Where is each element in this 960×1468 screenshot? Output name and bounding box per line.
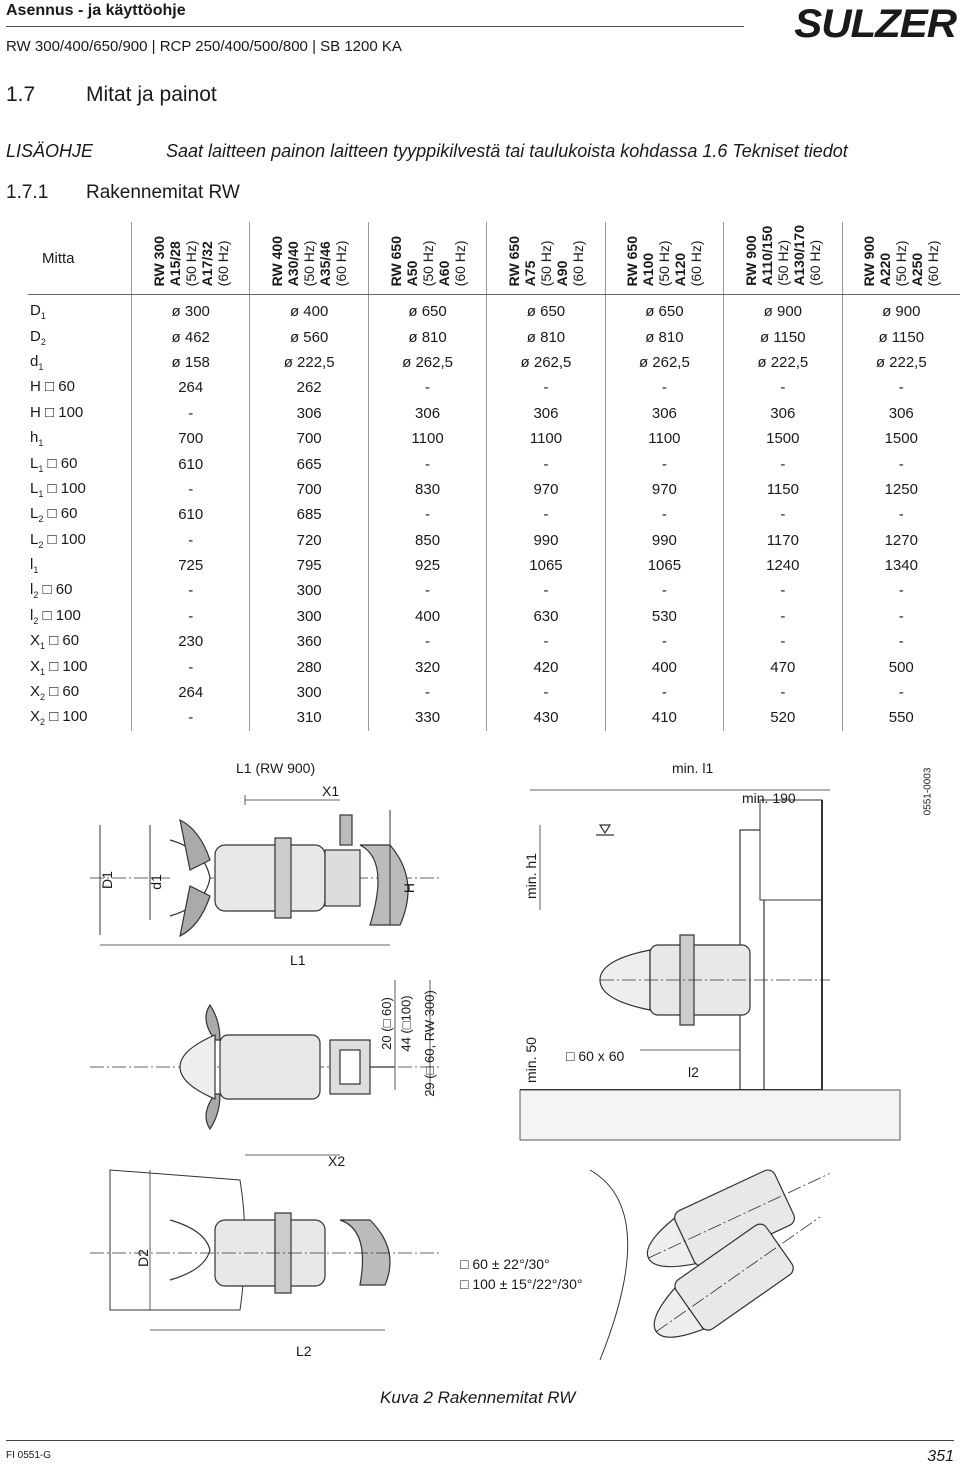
table-cell: - xyxy=(842,604,960,629)
table-cell: - xyxy=(487,375,605,400)
label-l2: l2 xyxy=(688,1064,699,1080)
table-cell: - xyxy=(132,401,250,426)
column-header-line: A100 xyxy=(640,252,657,286)
table-cell: 520 xyxy=(724,705,842,730)
label-min-50: min. 50 xyxy=(522,1037,539,1083)
table-row xyxy=(28,553,960,578)
column-header-line: (60 Hz) xyxy=(806,240,823,286)
label-min-l1: min. l1 xyxy=(672,760,714,776)
column-header-line: A110/150 xyxy=(758,226,775,286)
table-cell: - xyxy=(368,680,486,705)
table-cell: 550 xyxy=(842,705,960,730)
pump-side-view xyxy=(90,795,440,945)
table-row xyxy=(28,705,960,730)
dimension-label xyxy=(28,401,132,426)
label-x1: X1 xyxy=(322,783,340,799)
dimension-suffix: □ 100 xyxy=(45,657,88,675)
dimension-label xyxy=(28,553,132,578)
dimension-suffix: □ 60 xyxy=(45,632,80,650)
table-cell: 720 xyxy=(250,528,368,553)
table-row xyxy=(28,680,960,705)
dimension-symbol: X xyxy=(30,657,41,675)
table-cell: 1340 xyxy=(842,553,960,578)
table-cell: - xyxy=(368,629,486,654)
table-cell: - xyxy=(368,578,486,603)
dimension-subscript: 1 xyxy=(40,641,46,652)
dimension-symbol: l xyxy=(30,606,34,624)
table-cell: ø 400 xyxy=(250,295,368,325)
column-header-label xyxy=(388,236,468,286)
table-cell: - xyxy=(605,680,723,705)
table-cell: ø 222,5 xyxy=(724,350,842,375)
document-title: Asennus - ja käyttöohje xyxy=(6,2,186,19)
table-cell: ø 1150 xyxy=(724,324,842,349)
label-dim-29: 29 (□ 60, RW 300) xyxy=(421,990,437,1097)
dimension-label xyxy=(28,451,132,476)
table-cell: ø 900 xyxy=(724,295,842,325)
section-number: 1.7 xyxy=(6,83,36,106)
table-cell: 264 xyxy=(132,375,250,400)
table-cell: ø 1150 xyxy=(842,324,960,349)
dimension-suffix: □ 100 xyxy=(40,403,84,421)
column-header-line: (60 Hz) xyxy=(925,240,942,286)
table-cell: - xyxy=(487,451,605,476)
dimension-subscript: 2 xyxy=(33,615,39,626)
table-cell: 700 xyxy=(132,426,250,451)
table-cell: 685 xyxy=(250,502,368,527)
dimension-label xyxy=(28,528,132,553)
table-cell: ø 560 xyxy=(250,324,368,349)
table-cell: 1240 xyxy=(724,553,842,578)
table-header-row xyxy=(28,222,960,295)
column-header xyxy=(487,222,605,295)
dimension-suffix: □ 60 xyxy=(45,683,80,701)
label-d2: D2 xyxy=(134,1249,151,1267)
column-header-line: (60 Hz) xyxy=(214,240,231,286)
table-cell: 264 xyxy=(132,680,250,705)
dimension-symbol: D xyxy=(30,302,41,320)
dimension-symbol: h xyxy=(30,429,39,447)
table-cell: 990 xyxy=(487,528,605,553)
table-cell: 360 xyxy=(250,629,368,654)
dimension-subscript: 2 xyxy=(33,590,39,601)
table-cell: - xyxy=(368,502,486,527)
label-angle-100: □ 100 ± 15°/22°/30° xyxy=(460,1276,583,1292)
table-cell: - xyxy=(132,578,250,603)
table-cell: - xyxy=(724,375,842,400)
table-cell: 330 xyxy=(368,705,486,730)
dimension-symbol: d xyxy=(30,352,39,370)
table-cell: - xyxy=(605,629,723,654)
dimension-symbol: l xyxy=(30,556,34,574)
figure-caption: Kuva 2 Rakennemitat RW xyxy=(380,1388,576,1407)
column-header-line: A30/40 xyxy=(285,240,302,286)
table-row xyxy=(28,604,960,629)
label-min-190: min. 190 xyxy=(742,790,796,806)
column-header-line: A120 xyxy=(672,252,689,286)
table-cell: 430 xyxy=(487,705,605,730)
table-cell: ø 810 xyxy=(487,324,605,349)
footer-code: FI 0551-G xyxy=(6,1450,52,1461)
label-square-60x60: □ 60 x 60 xyxy=(566,1048,625,1064)
table-cell: - xyxy=(724,604,842,629)
dimension-label xyxy=(28,350,132,375)
table-row xyxy=(28,426,960,451)
label-min-h1: min. h1 xyxy=(522,853,539,899)
table-cell: 310 xyxy=(250,705,368,730)
column-header-line: A15/28 xyxy=(166,240,183,286)
dimension-suffix: □ 100 xyxy=(43,530,86,548)
table-cell: 300 xyxy=(250,680,368,705)
label-d1-upper: D1 xyxy=(98,871,115,889)
dimension-subscript: 2 xyxy=(40,692,46,703)
dimension-subscript: 1 xyxy=(40,311,46,322)
dimension-label xyxy=(28,604,132,629)
column-header-line: (60 Hz) xyxy=(569,240,586,286)
table-cell: 610 xyxy=(132,451,250,476)
table-cell: 306 xyxy=(368,401,486,426)
column-header-line: (50 Hz) xyxy=(182,240,199,286)
dimension-subscript: 1 xyxy=(38,463,44,474)
column-header xyxy=(842,222,960,295)
table-cell: ø 300 xyxy=(132,295,250,325)
sulzer-logo: SULZER xyxy=(794,2,956,46)
column-header xyxy=(724,222,842,295)
table-cell: - xyxy=(487,680,605,705)
table-cell: 990 xyxy=(605,528,723,553)
table-cell: 970 xyxy=(487,477,605,502)
label-dim-20: 20 (□ 60) xyxy=(378,997,394,1050)
dimension-symbol: L xyxy=(30,454,39,472)
dimension-subscript: 1 xyxy=(38,488,44,499)
column-header-line: (50 Hz) xyxy=(419,240,436,286)
table-cell: 410 xyxy=(605,705,723,730)
column-header-line: A220 xyxy=(877,252,894,286)
note-text: Saat laitteen painon laitteen tyyppikilvestä tai taulukoista kohdassa 1.6 Tekniset tiedot xyxy=(166,141,848,161)
table-cell: 280 xyxy=(250,654,368,679)
table-cell: 1270 xyxy=(842,528,960,553)
table-row xyxy=(28,401,960,426)
column-header-line: (50 Hz) xyxy=(893,240,910,286)
table-cell: 850 xyxy=(368,528,486,553)
table-cell: - xyxy=(132,654,250,679)
pump-side-view-2 xyxy=(90,1155,440,1330)
dimension-subscript: 1 xyxy=(33,565,39,576)
column-header-line: (60 Hz) xyxy=(333,240,350,286)
dimension-symbol: L xyxy=(30,479,39,497)
table-cell: ø 222,5 xyxy=(842,350,960,375)
dimension-label xyxy=(28,654,132,679)
table-cell: ø 262,5 xyxy=(368,350,486,375)
table-cell: ø 650 xyxy=(605,295,723,325)
dimension-label xyxy=(28,324,132,349)
table-cell: - xyxy=(605,502,723,527)
table-cell: 970 xyxy=(605,477,723,502)
table-cell: 400 xyxy=(368,604,486,629)
table-cell: - xyxy=(842,629,960,654)
mitta-header: Mitta xyxy=(28,222,132,295)
dimension-label xyxy=(28,578,132,603)
label-d1-lower: d1 xyxy=(147,874,164,890)
column-header-line: RW 650 xyxy=(505,235,522,286)
table-cell: - xyxy=(724,680,842,705)
table-cell: - xyxy=(132,528,250,553)
column-header-label xyxy=(269,236,349,286)
document-subtitle: RW 300/400/650/900 | RCP 250/400/500/800 | SB 1200 KA xyxy=(6,38,402,55)
dimension-label xyxy=(28,295,132,325)
table-cell: 795 xyxy=(250,553,368,578)
column-header xyxy=(132,222,250,295)
table-cell: 500 xyxy=(842,654,960,679)
column-header-line: A130/170 xyxy=(790,225,807,286)
column-header xyxy=(368,222,486,295)
table-cell: 830 xyxy=(368,477,486,502)
table-cell: - xyxy=(724,629,842,654)
table-cell: ø 262,5 xyxy=(605,350,723,375)
table-cell: 1500 xyxy=(724,426,842,451)
header-divider xyxy=(6,26,744,27)
table-cell: 306 xyxy=(842,401,960,426)
table-cell: ø 650 xyxy=(487,295,605,325)
table-cell: - xyxy=(605,578,723,603)
table-cell: ø 222,5 xyxy=(250,350,368,375)
column-header-line: (60 Hz) xyxy=(451,240,468,286)
table-cell: 420 xyxy=(487,654,605,679)
table-cell: 306 xyxy=(487,401,605,426)
angled-pumps xyxy=(590,1146,842,1360)
table-cell: 300 xyxy=(250,604,368,629)
dimension-suffix: □ 60 xyxy=(43,505,78,523)
column-header-line: (50 Hz) xyxy=(537,240,554,286)
table-cell: - xyxy=(487,578,605,603)
dimension-suffix: □ 60 xyxy=(43,454,78,472)
column-header-line: RW 650 xyxy=(624,235,641,286)
dimension-subscript: 2 xyxy=(40,336,46,347)
label-h: H xyxy=(401,882,418,894)
table-cell: - xyxy=(487,502,605,527)
table-cell: ø 650 xyxy=(368,295,486,325)
label-angle-60: □ 60 ± 22°/30° xyxy=(460,1256,550,1272)
dimension-subscript: 2 xyxy=(38,514,44,525)
column-header-line: RW 900 xyxy=(742,235,759,286)
table-cell: 1150 xyxy=(724,477,842,502)
dimension-subscript: 1 xyxy=(38,361,44,372)
table-cell: 925 xyxy=(368,553,486,578)
dimension-subscript: 2 xyxy=(40,717,46,728)
table-cell: ø 158 xyxy=(132,350,250,375)
dimension-subscript: 1 xyxy=(38,438,44,449)
dimension-label xyxy=(28,375,132,400)
table-cell: 1250 xyxy=(842,477,960,502)
dimension-label xyxy=(28,680,132,705)
table-cell: ø 810 xyxy=(605,324,723,349)
table-cell: ø 810 xyxy=(368,324,486,349)
table-cell: 1100 xyxy=(368,426,486,451)
column-header-line: A17/32 xyxy=(198,240,215,286)
footer-divider xyxy=(6,1440,954,1441)
table-cell: 700 xyxy=(250,477,368,502)
table-cell: 1100 xyxy=(605,426,723,451)
column-header-line: (60 Hz) xyxy=(688,240,705,286)
table-row xyxy=(28,654,960,679)
table-cell: - xyxy=(842,578,960,603)
dimension-suffix: □ 60 xyxy=(40,378,75,396)
table-cell: ø 462 xyxy=(132,324,250,349)
column-header xyxy=(605,222,723,295)
dimension-symbol: l xyxy=(30,581,34,599)
table-cell: ø 900 xyxy=(842,295,960,325)
label-l1-rw900: L1 (RW 900) xyxy=(236,760,316,776)
dimension-suffix: □ 100 xyxy=(38,606,81,624)
dimension-symbol: X xyxy=(30,708,41,726)
table-cell: 530 xyxy=(605,604,723,629)
table-cell: - xyxy=(605,451,723,476)
subsection-title: Rakennemitat RW xyxy=(86,182,240,203)
table-cell: 470 xyxy=(724,654,842,679)
figure-code: 0551-0003 xyxy=(922,767,934,816)
table-cell: 400 xyxy=(605,654,723,679)
table-cell: 300 xyxy=(250,578,368,603)
dimension-symbol: H xyxy=(30,403,41,421)
page-number: 351 xyxy=(927,1448,954,1465)
column-header-line: A60 xyxy=(435,260,452,286)
dimension-suffix: □ 100 xyxy=(45,708,88,726)
column-header-line: (50 Hz) xyxy=(774,240,791,286)
dimension-symbol: H xyxy=(30,378,41,396)
table-cell: 1170 xyxy=(724,528,842,553)
subsection-number: 1.7.1 xyxy=(6,182,49,203)
table-cell: 665 xyxy=(250,451,368,476)
dimension-label xyxy=(28,426,132,451)
label-l1: L1 xyxy=(290,952,306,968)
dimension-label xyxy=(28,502,132,527)
table-cell: 262 xyxy=(250,375,368,400)
table-cell: - xyxy=(842,375,960,400)
column-header-line: RW 400 xyxy=(269,235,286,286)
column-header-line: RW 900 xyxy=(861,235,878,286)
table-cell: 306 xyxy=(724,401,842,426)
section-title: Mitat ja painot xyxy=(86,83,217,106)
table-cell: 725 xyxy=(132,553,250,578)
dimension-label xyxy=(28,705,132,730)
column-header-label xyxy=(624,236,704,286)
dimension-label xyxy=(28,477,132,502)
label-dim-44: 44 (□100) xyxy=(398,995,414,1052)
dimension-symbol: D xyxy=(30,327,41,345)
column-header-label xyxy=(861,236,941,286)
table-cell: 1065 xyxy=(605,553,723,578)
column-header-line: RW 300 xyxy=(150,235,167,286)
table-row xyxy=(28,375,960,400)
table-cell: 1500 xyxy=(842,426,960,451)
column-header-line: RW 650 xyxy=(387,235,404,286)
dimension-label xyxy=(28,629,132,654)
table-cell: - xyxy=(724,451,842,476)
table-cell: - xyxy=(368,375,486,400)
label-l2-upper: L2 xyxy=(296,1343,312,1359)
table-row xyxy=(28,350,960,375)
dimension-symbol: L xyxy=(30,505,39,523)
column-header-line: (50 Hz) xyxy=(656,240,673,286)
table-cell: - xyxy=(842,680,960,705)
table-cell: - xyxy=(724,502,842,527)
table-row xyxy=(28,629,960,654)
table-cell: 1100 xyxy=(487,426,605,451)
table-row xyxy=(28,324,960,349)
table-cell: - xyxy=(132,604,250,629)
table-row xyxy=(28,502,960,527)
table-cell: - xyxy=(605,375,723,400)
column-header xyxy=(250,222,368,295)
label-x2: X2 xyxy=(328,1153,346,1169)
column-header-line: A75 xyxy=(521,260,538,286)
table-cell: 306 xyxy=(605,401,723,426)
column-header-line: A250 xyxy=(909,252,926,286)
column-header-line: (50 Hz) xyxy=(301,240,318,286)
table-cell: 306 xyxy=(250,401,368,426)
table-cell: - xyxy=(368,451,486,476)
note-label: LISÄOHJE xyxy=(6,141,94,161)
dimension-subscript: 2 xyxy=(38,539,44,550)
table-cell: - xyxy=(842,502,960,527)
table-cell: 630 xyxy=(487,604,605,629)
dimension-symbol: X xyxy=(30,632,41,650)
column-header-label xyxy=(506,236,586,286)
dimension-suffix: □ 60 xyxy=(38,581,73,599)
table-cell: 230 xyxy=(132,629,250,654)
pump-dimension-drawing xyxy=(40,750,940,1390)
dimension-symbol: L xyxy=(30,530,39,548)
dimension-symbol: X xyxy=(30,683,41,701)
table-cell: 1065 xyxy=(487,553,605,578)
column-header-label xyxy=(743,225,823,286)
table-cell: 610 xyxy=(132,502,250,527)
column-header-line: A35/46 xyxy=(317,240,334,286)
table-cell: - xyxy=(132,477,250,502)
column-header-line: A50 xyxy=(403,260,420,286)
table-row xyxy=(28,295,960,325)
dimension-suffix: □ 100 xyxy=(43,479,86,497)
dimensions-table xyxy=(28,222,960,731)
table-cell: ø 262,5 xyxy=(487,350,605,375)
column-header-line: A90 xyxy=(553,260,570,286)
table-cell: - xyxy=(487,629,605,654)
table-cell: 320 xyxy=(368,654,486,679)
dimension-subscript: 1 xyxy=(40,666,46,677)
installation-view xyxy=(520,790,900,1140)
table-row xyxy=(28,578,960,603)
table-row xyxy=(28,528,960,553)
table-row xyxy=(28,451,960,476)
table-cell: - xyxy=(842,451,960,476)
column-header-label xyxy=(151,236,231,286)
table-cell: - xyxy=(724,578,842,603)
table-row xyxy=(28,477,960,502)
table-cell: - xyxy=(132,705,250,730)
table-cell: 700 xyxy=(250,426,368,451)
